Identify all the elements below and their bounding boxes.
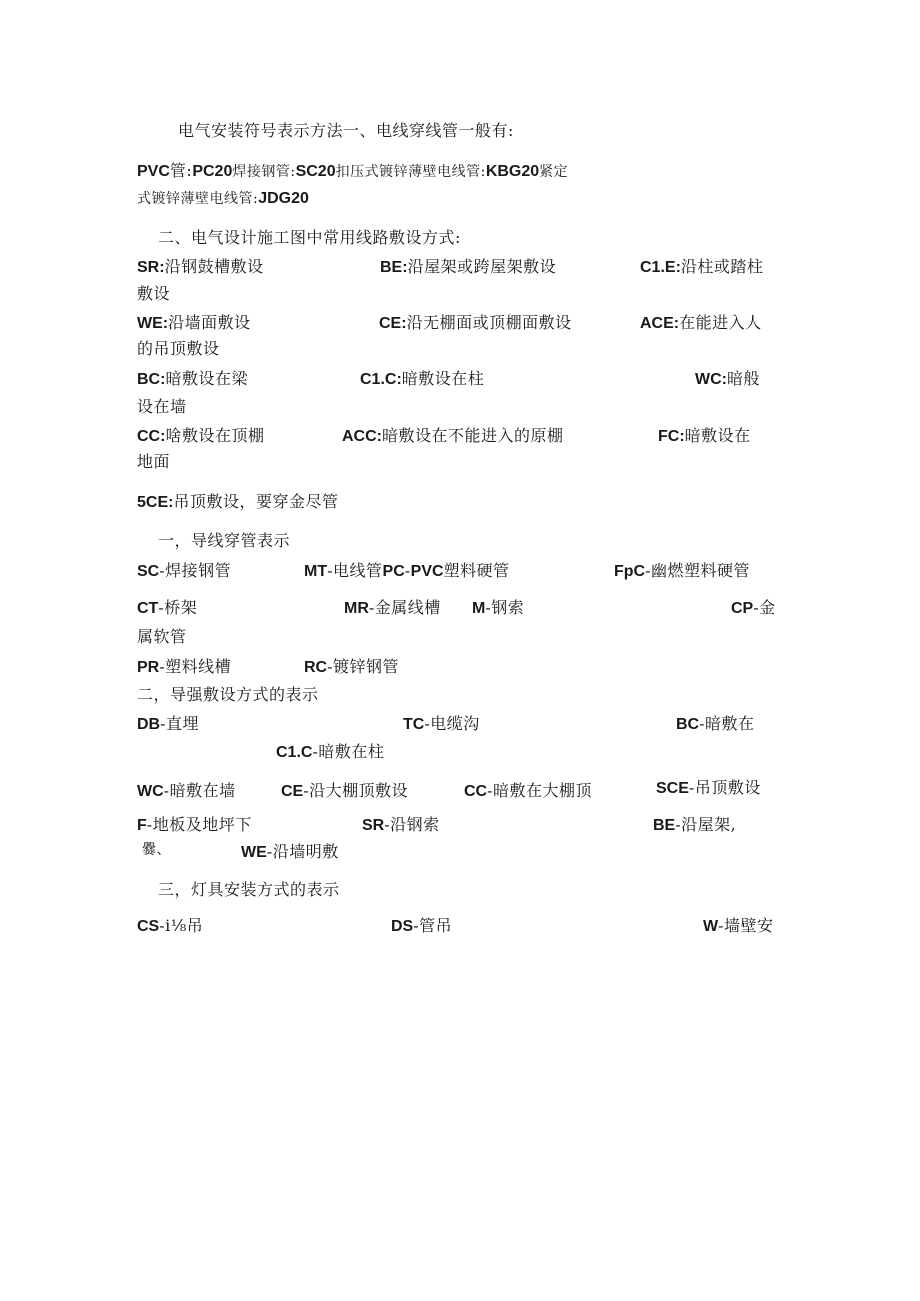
wiring-method-item	[137, 257, 264, 278]
laying-code: CE	[281, 783, 304, 800]
conduit-code: CT	[137, 600, 159, 617]
code-kbg20: KBG20	[485, 163, 540, 180]
wiring-method-item	[137, 492, 338, 513]
method-code: WE	[137, 315, 163, 332]
conduit-code: CP	[731, 600, 754, 617]
desc-pvc: 管:	[169, 161, 193, 180]
conduit-item	[137, 561, 231, 582]
laying-item	[137, 714, 199, 735]
laying-desc: -暗敷在柱	[312, 742, 385, 761]
laying-item	[276, 742, 384, 763]
laying-item	[653, 815, 736, 836]
laying-item	[362, 815, 440, 836]
method-desc: 在能进入人	[679, 313, 762, 332]
section-5-title: 三，灯具安装方式的表示	[158, 880, 340, 899]
code-pvc: PVC	[137, 163, 170, 180]
wiring-method-item	[640, 313, 762, 334]
laying-desc: -沿大棚顶敷设	[303, 781, 409, 800]
method-code: WC	[695, 371, 722, 388]
laying-code: WC	[137, 783, 164, 800]
wiring-method-continuation: 设在墙	[137, 397, 187, 416]
laying-desc: -暗敷在墙	[163, 781, 236, 800]
laying-item	[656, 778, 761, 799]
method-code: 5CE	[137, 494, 169, 511]
method-code: C1.C	[360, 371, 397, 388]
laying-item	[137, 815, 252, 836]
laying-item	[241, 842, 339, 863]
laying-code: BC	[676, 716, 700, 733]
conduit-code: MT	[304, 563, 328, 580]
luminaire-item	[391, 916, 452, 937]
conduit-code: MR	[344, 600, 369, 617]
code-pc20: PC20	[192, 163, 233, 180]
method-sep: :	[162, 315, 169, 332]
method-code: CE	[379, 315, 402, 332]
wiring-method-item	[640, 257, 763, 278]
method-code: BC	[137, 371, 161, 388]
laying-desc: -暗敷在	[699, 714, 755, 733]
laying-desc: -暗敷在大棚顶	[487, 781, 593, 800]
conduit-desc: -	[404, 561, 411, 580]
laying-code: DB	[137, 716, 161, 733]
wiring-method-continuation: 地面	[137, 452, 171, 471]
method-desc: 暗般	[726, 369, 760, 388]
method-sep: :	[673, 315, 680, 332]
conduit-code: M	[472, 600, 486, 617]
luminaire-item	[703, 916, 774, 937]
method-desc: 暗敷设在梁	[165, 369, 248, 388]
method-desc: 沿柱或踏柱	[680, 257, 764, 276]
method-desc: 沿无棚面或顶棚面敷设	[406, 313, 572, 332]
method-code: CC	[137, 428, 161, 445]
wiring-method-item	[695, 369, 760, 390]
section-4-title: 二，导强敷设方式的表示	[137, 685, 319, 704]
luminaire-desc: -管吊	[413, 916, 453, 935]
laying-item	[137, 781, 236, 802]
method-sep: :	[376, 428, 382, 445]
conduit-item	[614, 561, 750, 582]
method-sep: :	[159, 259, 165, 276]
conduit-desc: 塑料硬管	[443, 561, 510, 580]
method-desc: 啥敷设在顶棚	[165, 426, 265, 445]
pipe-types-line-1	[137, 161, 568, 182]
wiring-method-item	[360, 369, 484, 390]
wiring-method-item	[137, 426, 264, 447]
method-sep: :	[679, 428, 685, 445]
laying-item	[403, 714, 480, 735]
wiring-method-continuation: 敷设	[137, 284, 171, 303]
laying-code: WE	[241, 844, 267, 861]
laying-desc: -直埋	[160, 714, 200, 733]
conduit-desc: -钢索	[485, 598, 525, 617]
code-jdg20: JDG20	[258, 190, 309, 207]
method-code: FC	[658, 428, 680, 445]
method-sep: :	[675, 259, 681, 276]
method-code: ACE	[640, 315, 674, 332]
section-3-title: 一，导线穿管表示	[158, 531, 291, 550]
laying-code: F	[137, 817, 147, 834]
conduit-desc: -幽燃塑料硬管	[645, 561, 751, 580]
conduit-desc: -塑料线槽	[159, 657, 232, 676]
method-desc: 暗敷设在不能进入的原棚	[382, 426, 564, 445]
method-sep: :	[168, 494, 174, 511]
desc-line-2: 式镀锌薄壁电线管:	[137, 191, 259, 207]
method-code: ACC	[342, 428, 377, 445]
conduit-item	[731, 598, 776, 619]
conduit-desc: -焊接钢管	[159, 561, 232, 580]
conduit-code: FpC	[614, 563, 646, 580]
conduit-item	[137, 598, 197, 619]
document-heading: 电气安装符号表示方法一、电线穿线管一般有:	[178, 121, 514, 140]
wiring-method-item	[342, 426, 564, 447]
wiring-method-item	[379, 313, 572, 334]
method-desc: 沿墙面敷设	[168, 313, 251, 332]
conduit-code: PR	[137, 659, 160, 676]
pipe-types-line-2	[137, 188, 309, 209]
method-code: C1.E	[640, 259, 676, 276]
laying-desc: -沿屋架,	[675, 815, 737, 834]
laying-continuation: 爨、	[142, 842, 171, 858]
desc-kbg20: 紧定	[539, 164, 569, 180]
conduit-desc: -镀锌钢管	[327, 657, 400, 676]
conduit-code: RC	[304, 659, 328, 676]
laying-desc: -沿钢索	[384, 815, 440, 834]
wiring-method-item	[137, 313, 251, 334]
luminaire-item	[137, 916, 203, 937]
method-desc: 沿屋架或跨屋架敷设	[407, 257, 557, 276]
conduit-code: PVC	[410, 563, 444, 580]
luminaire-desc: -i⅛吊	[159, 916, 204, 935]
wiring-method-item	[658, 426, 751, 447]
method-sep: :	[721, 371, 727, 388]
method-code: SR	[137, 259, 160, 276]
method-sep: :	[401, 315, 407, 332]
conduit-item	[304, 561, 510, 582]
laying-desc: -吊顶敷设	[688, 778, 761, 797]
luminaire-desc: -墙壁安	[718, 916, 774, 935]
laying-desc: -电缆沟	[424, 714, 480, 733]
laying-code: C1.C	[276, 744, 313, 761]
conduit-item	[304, 657, 399, 678]
conduit-code: PC	[382, 563, 405, 580]
method-desc: 吊顶敷设，要穿金尽管	[173, 492, 339, 511]
conduit-continuation: 属软管	[137, 627, 187, 646]
conduit-item	[137, 657, 231, 678]
conduit-desc: -桥架	[158, 598, 198, 617]
laying-item	[676, 714, 755, 735]
wiring-method-item	[137, 369, 248, 390]
method-sep: :	[160, 428, 166, 445]
conduit-desc: -金	[753, 598, 776, 617]
wiring-method-continuation: 的吊顶敷设	[137, 339, 220, 358]
method-desc: 暗敷设在柱	[401, 369, 485, 388]
wiring-method-item	[380, 257, 556, 278]
conduit-desc: -金属线槽	[368, 598, 441, 617]
conduit-desc: -电线管	[327, 561, 383, 580]
laying-code: BE	[653, 817, 676, 834]
desc-pc20: 焊接钢管:	[232, 164, 296, 180]
method-sep: :	[396, 371, 402, 388]
laying-desc: -地板及地坪下	[146, 815, 252, 834]
luminaire-code: CS	[137, 918, 160, 935]
laying-code: SCE	[656, 780, 689, 797]
method-desc: 暗敷设在	[684, 426, 751, 445]
method-sep: :	[402, 259, 408, 276]
code-sc20: SC20	[295, 163, 336, 180]
method-sep: :	[160, 371, 166, 388]
luminaire-code: DS	[391, 918, 414, 935]
laying-code: TC	[403, 716, 425, 733]
luminaire-code: W	[703, 918, 719, 935]
laying-item	[281, 781, 408, 802]
laying-code: CC	[464, 783, 488, 800]
conduit-item	[472, 598, 524, 619]
section-2-title: 二、电气设计施工图中常用线路敷设方式:	[158, 228, 461, 247]
conduit-code: SC	[137, 563, 160, 580]
desc-sc20: 扣压式镀锌薄壁电线管:	[335, 164, 486, 180]
method-desc: 沿钢鼓槽敷设	[164, 257, 264, 276]
laying-code: SR	[362, 817, 385, 834]
laying-desc: -沿墙明敷	[266, 842, 339, 861]
laying-item	[464, 781, 592, 802]
method-code: BE	[380, 259, 403, 276]
conduit-item	[344, 598, 441, 619]
